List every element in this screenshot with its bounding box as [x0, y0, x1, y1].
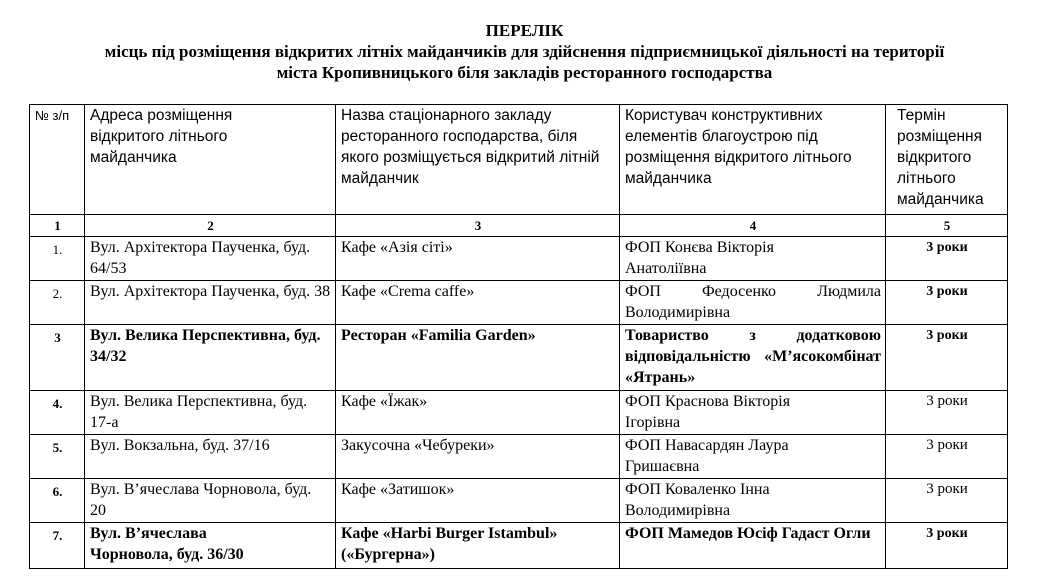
row-num: [30, 435, 85, 479]
table-header-row: [30, 105, 1008, 215]
row-user: ФОП Мамедов Юсіф Гадаст Огли: [620, 523, 886, 569]
table-row: [30, 281, 1008, 325]
row-term: 3 роки: [886, 281, 1008, 325]
table-row: [30, 523, 1008, 569]
header-establishment: Назва стаціонарного закладу ресторанного господарства, біля якого розміщується відкритий літній майданчик: [336, 105, 620, 215]
document-subtitle-line2: міста Кропивницького біля закладів ресторанного господарства: [276, 63, 773, 82]
column-numbers-row: [30, 215, 1008, 237]
column-number-3: 3: [336, 215, 620, 237]
row-user: ФОП Конєва Вікторія Анатоліївна: [620, 237, 886, 281]
column-number-5: 5: [886, 215, 1008, 237]
row-term: 3 роки: [886, 479, 1008, 523]
row-term: 3 роки: [886, 435, 1008, 479]
row-num-text: 7.: [52, 528, 63, 543]
table-row: [30, 237, 1008, 281]
row-term: 3 роки: [886, 523, 1008, 569]
row-num: [30, 479, 85, 523]
row-num-text: 4.: [52, 396, 63, 411]
row-address: Вул. Велика Перспективна, буд. 34/32: [85, 325, 336, 391]
row-address: Вул. Вокзальна, буд. 37/16: [85, 435, 336, 479]
row-term: 3 роки: [886, 391, 1008, 435]
row-establishment: Ресторан «Familia Garden»: [336, 325, 620, 391]
places-table: [29, 104, 1008, 569]
header-address: Адреса розміщення відкритого літнього майданчика: [85, 105, 336, 215]
row-establishment: Кафе «Harbi Burger Istambul» («Бургерна»): [336, 523, 620, 569]
row-address: Вул. В’ячеслава Чорновола, буд. 36/30: [85, 523, 336, 569]
document-subtitle-line1: місць під розміщення відкритих літніх майданчиків для здійснення підприємницької діяльності на території: [104, 42, 945, 61]
table-row: [30, 391, 1008, 435]
row-num-text: 5.: [52, 440, 63, 455]
row-num-text: 3: [54, 330, 61, 345]
row-num: [30, 325, 85, 391]
row-user: ФОП Федосенко Людмила Володимирівна: [620, 281, 886, 325]
row-address: Вул. Архітектора Паученка, буд. 38: [85, 281, 336, 325]
row-num: [30, 281, 85, 325]
column-number-2: 2: [85, 215, 336, 237]
header-term: Термін розміщення відкритого літнього майданчика: [886, 105, 1008, 215]
row-user: ФОП Коваленко Інна Володимирівна: [620, 479, 886, 523]
row-num-text: 6.: [52, 484, 63, 499]
row-num-text: 2.: [52, 286, 63, 301]
document-title: ПЕРЕЛІК: [485, 21, 564, 40]
row-term: 3 роки: [886, 237, 1008, 281]
row-user: ФОП Краснова Вікторія Ігорівна: [620, 391, 886, 435]
header-num: № з/п: [30, 105, 85, 215]
table-row: [30, 325, 1008, 391]
row-num: [30, 237, 85, 281]
row-establishment: Кафе «Затишок»: [336, 479, 620, 523]
row-establishment: Кафе «Їжак»: [336, 391, 620, 435]
column-number-1: 1: [30, 215, 85, 237]
column-number-4: 4: [620, 215, 886, 237]
header-user: Користувач конструктивних елементів благоустрою під розміщення відкритого літнього майданчика: [620, 105, 886, 215]
row-address: Вул. Архітектора Паученка, буд. 64/53: [85, 237, 336, 281]
row-establishment: Закусочна «Чебуреки»: [336, 435, 620, 479]
row-user: ФОП Навасардян Лаура Гришаєвна: [620, 435, 886, 479]
row-address: Вул. Велика Перспективна, буд. 17-а: [85, 391, 336, 435]
table-row: [30, 479, 1008, 523]
row-address: Вул. В’ячеслава Чорновола, буд. 20: [85, 479, 336, 523]
row-term: 3 роки: [886, 325, 1008, 391]
row-num-text: 1.: [52, 242, 63, 257]
row-num: [30, 523, 85, 569]
table-row: [30, 435, 1008, 479]
row-num: [30, 391, 85, 435]
row-establishment: Кафе «Crema caffe»: [336, 281, 620, 325]
row-user: Товариство з додатковою відповідальністю «М’ясокомбінат «Ятрань»: [620, 325, 886, 391]
row-establishment: Кафе «Азія сіті»: [336, 237, 620, 281]
